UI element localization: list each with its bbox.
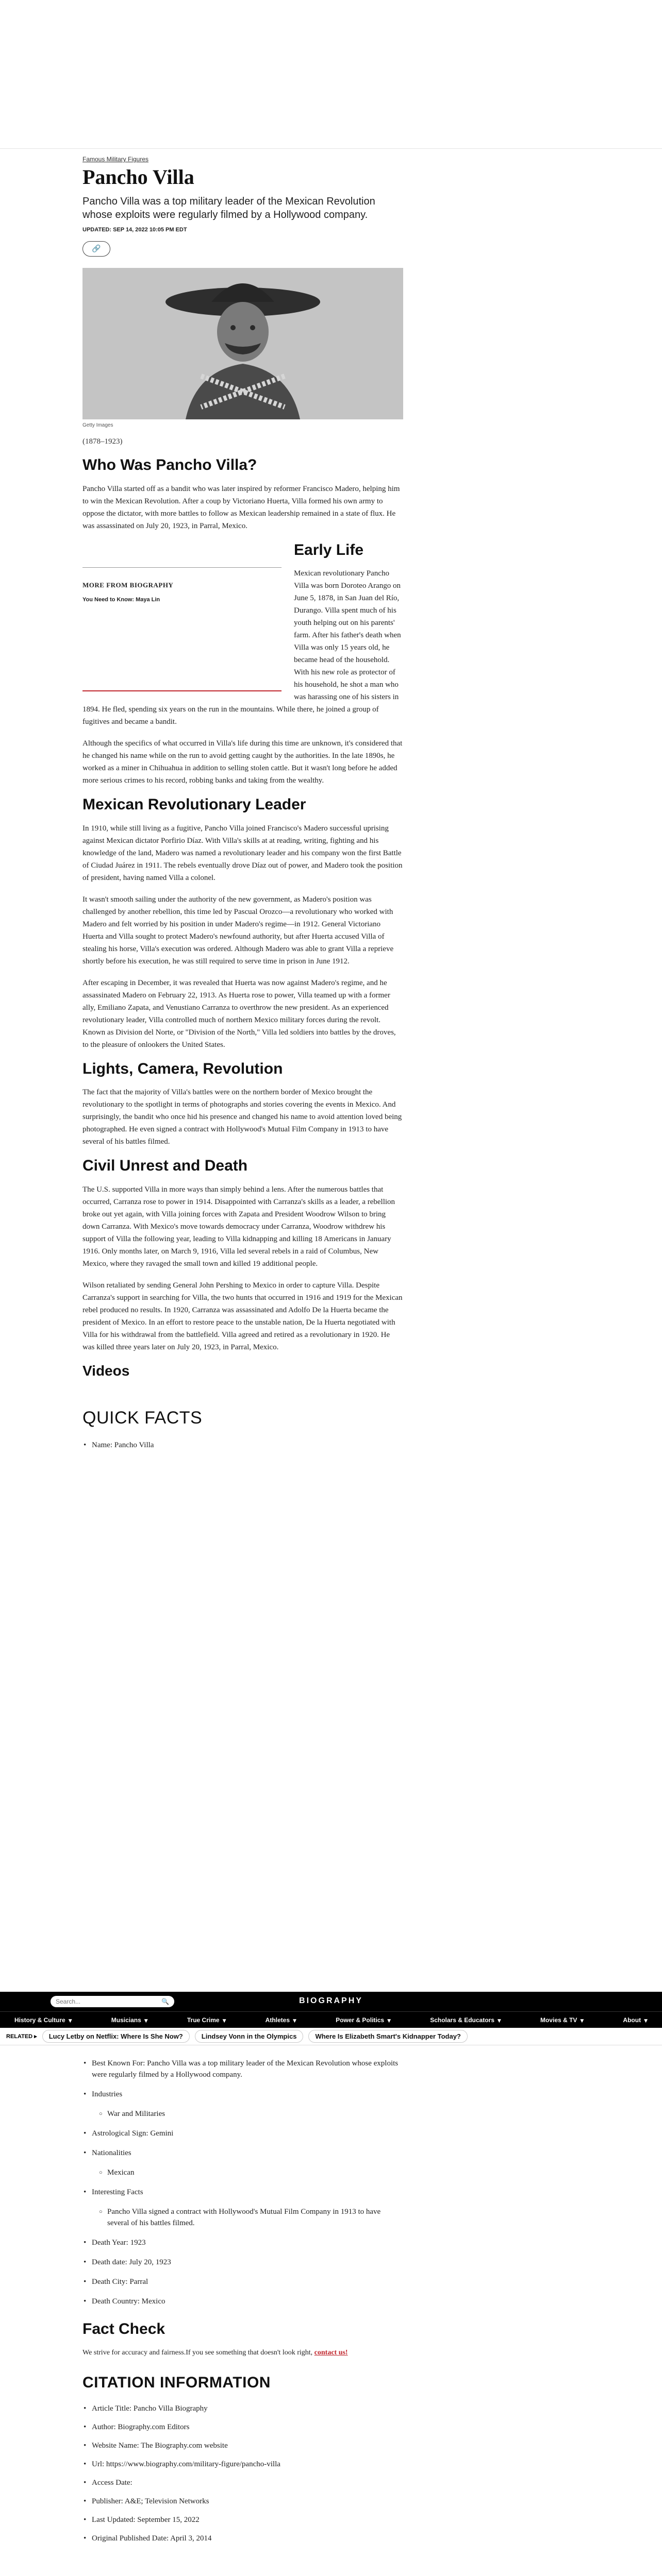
list-item: • Url: https://www.biography.com/military-figure/pancho-villa	[82, 2459, 403, 2470]
chevron-down-icon: ▼	[644, 2018, 648, 2024]
category-nav	[0, 2011, 662, 2028]
chevron-down-icon: ▼	[68, 2018, 72, 2024]
related-bar	[0, 2028, 662, 2045]
list-subitem: ○ War and Militaries	[82, 2108, 403, 2120]
list-item: • Nationalities	[82, 2147, 403, 2159]
list-item: • Author: Biography.com Editors	[82, 2421, 403, 2433]
nav-item[interactable]	[14, 2016, 72, 2024]
chevron-down-icon: ▼	[497, 2018, 501, 2024]
list-item: • Death Year: 1923	[82, 2237, 403, 2248]
list-item: • Name: Pancho Villa	[82, 1439, 403, 1451]
related-chip[interactable]: Lucy Letby on Netflix: Where Is She Now?	[42, 2030, 190, 2043]
list-subitem: ○ Mexican	[82, 2167, 403, 2178]
early-life-section	[82, 541, 403, 787]
nav-item[interactable]	[540, 2016, 584, 2024]
paragraph: The U.S. supported Villa in more ways than simply behind a lens. After the numerous battles that occurred, Carranza rose to power in 1914. Disappointed with Carranza's skills as a leader, a rebellion broke out yet again, with Villa joining forces with Zapata and President Woodrow Wilson to bring down Carranza. With Mexico's move towards democracy under Carranza, Woodrow withdrew his support of Villa the following year, leading to Villa kidnapping and killing 18 Americans in January 1916. Only months later, on March 9, 1916, Villa led several rebels in a raid of Columbus, New Mexico, where they ravaged the small town and killed 19 additional people.	[82, 1185, 395, 1268]
quick-facts-list	[82, 1439, 403, 1451]
hero-image	[82, 268, 403, 419]
copy-link-button[interactable]	[82, 241, 110, 257]
chevron-down-icon: ▼	[293, 2018, 296, 2024]
search-icon[interactable]: 🔍	[161, 1998, 169, 2005]
paragraph: Wilson retaliated by sending General John Pershing to Mexico in order to capture Villa. Despite Carranza's support in searching for Villa, the two hunts that occurred in 1916 and 1919 for the Mexican rebel produced no results. In 1920, Carranza was assassinated and Adolfo De la Huerta became the president of Mexico. In an effort to restore peace to the unstable nation, De la Huerta negotiated with Villa for his withdrawal from the battlefield. Villa agreed and retired as a revolutionary in 1920. He was killed three years later on July 20, 1923, in Parral, Mexico.	[82, 1281, 403, 1351]
nav-item-label: Musicians	[111, 2016, 141, 2024]
citation-list	[82, 2403, 403, 2544]
citation-heading: CITATION INFORMATION	[82, 2374, 271, 2391]
paragraph: After escaping in December, it was revealed that Huerta was now against Madero's regime, and he assassinated Madero on February 22, 1913. As Huerta rose to power, Villa teamed up with a former ally, Emiliano Zapata, and Venustiano Carranza to overthrow the new president. As an experienced revolutionary leader, Villa controlled much of northern Mexico military forces during the revolt. Known as Division del Norte, or "Division of the North," Villa led soldiers into battles by the droves, to the pleasure of onlookers the United States.	[82, 978, 396, 1049]
category-link[interactable]: Famous Military Figures	[82, 156, 149, 163]
related-chip[interactable]: Lindsey Vonn in the Olympics	[195, 2030, 304, 2043]
nav-item-label: Athletes	[265, 2016, 290, 2024]
page-title: Pancho Villa	[82, 165, 194, 189]
paragraph: Pancho Villa started off as a bandit who was later inspired by reformer Francisco Madero, helping him to win the Mexican Revolution. After a coup by Victoriano Huerta, Villa formed his own army to oppose the dictator, with more battles to follow as Mexican leadership remained in a state of flux. He was assassinated on July 20, 1923, in Parral, Mexico.	[82, 484, 400, 530]
section-heading-early-life: Early Life	[294, 541, 364, 558]
paragraph: Although the specifics of what occurred in Villa's life during this time are unknown, it's considered that he changed his name while on the run to avoid getting caught by the authorities. In the late 1890s, he worked as a miner in Chihuahua in addition to selling stolen cattle. But it wasn't long before he added more serious crimes to his record, robbing banks and taking from the wealthy.	[82, 739, 403, 785]
nav-item-label: Movies & TV	[540, 2016, 577, 2024]
divider	[82, 690, 282, 691]
list-item: • Access Date:	[82, 2477, 403, 2488]
list-item: • Death Country: Mexico	[82, 2296, 403, 2307]
list-item: • Best Known For: Pancho Villa was a top military leader of the Mexican Revolution whose exploits were regularly filmed by a Hollywood company.	[82, 2058, 403, 2080]
list-subitem: ○ Pancho Villa signed a contract with Hollywood's Mutual Film Company in 1913 to have several of his battles filmed.	[82, 2206, 403, 2229]
list-item: • Death date: July 20, 1923	[82, 2257, 403, 2268]
nav-item[interactable]	[430, 2016, 501, 2024]
fact-check-copy: We strive for accuracy and fairness.If you see something that doesn't look right,	[82, 2349, 313, 2357]
nav-item-label: About	[623, 2016, 641, 2024]
quick-facts-heading: QUICK FACTS	[82, 1408, 203, 1428]
brand-logo[interactable]: BIOGRAPHY	[299, 1996, 363, 2005]
nav-item-label: History & Culture	[14, 2016, 65, 2024]
list-item: • Astrological Sign: Gemini	[82, 2128, 403, 2139]
nav-item[interactable]	[336, 2016, 391, 2024]
nav-item[interactable]	[266, 2016, 296, 2024]
nav-item-label: Power & Politics	[336, 2016, 385, 2024]
list-item: • Website Name: The Biography.com website	[82, 2440, 403, 2451]
chevron-down-icon: ▼	[580, 2018, 584, 2024]
fact-check-heading: Fact Check	[82, 2320, 166, 2337]
chevron-down-icon: ▼	[222, 2018, 226, 2024]
portrait-illustration	[82, 268, 403, 419]
more-from-biography	[82, 567, 282, 691]
updated-timestamp: UPDATED: SEP 14, 2022 10:05 PM EDT	[82, 227, 187, 233]
list-item: • Industries	[82, 2089, 403, 2100]
nav-item-label: True Crime	[187, 2016, 220, 2024]
list-item: • Interesting Facts	[82, 2187, 403, 2198]
nav-top	[0, 1992, 662, 2011]
fact-check-text	[82, 2347, 403, 2359]
section-heading-leader: Mexican Revolutionary Leader	[82, 796, 306, 813]
nav-item[interactable]	[187, 2016, 226, 2024]
paragraph: In 1910, while still living as a fugitive, Pancho Villa joined Francisco's Madero successful uprising against Mexican dictator Porfirio Díaz. With Villa's skills at at reading, writing, fighting and his knowledge of the land, Madero was named a revolutionary leader and his company won the first Battle of Ciudad Juárez in 1911. The rebels eventually drove Díaz out of power, and Madero took the position of president, having named Villa a colonel.	[82, 824, 403, 882]
list-item: • Article Title: Pancho Villa Biography	[82, 2403, 403, 2414]
nav-item-label: Scholars & Educators	[430, 2016, 494, 2024]
list-item: • Death City: Parral	[82, 2276, 403, 2287]
contact-us-link[interactable]: contact us!	[314, 2349, 348, 2357]
article-lower	[82, 2058, 403, 2551]
search-placeholder: Search...	[56, 1998, 81, 2005]
section-heading-lights: Lights, Camera, Revolution	[82, 1060, 283, 1077]
paragraph: The fact that the majority of Villa's battles were on the northern border of Mexico brought the revolutionary to the spotlight in terms of photographs and stories covering the events in Mexico. And surprisingly, the bandit who once hid his presence and changed his name to avoid attention loved being photographed. He even signed a contract with Hollywood's Mutual Film Company in 1913 to have several of his battles filmed.	[82, 1088, 402, 1146]
sticky-navbar	[0, 1992, 662, 2045]
more-title: MORE FROM BIOGRAPHY	[82, 581, 174, 589]
section-heading-videos: Videos	[82, 1362, 130, 1379]
chevron-down-icon: ▼	[387, 2018, 391, 2024]
divider	[0, 148, 662, 149]
list-item: • Original Published Date: April 3, 2014	[82, 2533, 403, 2544]
related-chip[interactable]: Where Is Elizabeth Smart's Kidnapper Today?	[308, 2030, 467, 2043]
section-heading-civil: Civil Unrest and Death	[82, 1157, 248, 1174]
life-dates: (1878–1923)	[82, 437, 123, 446]
link-icon: 🔗	[92, 245, 101, 253]
image-credit: Getty Images	[82, 422, 113, 428]
chevron-down-icon: ▼	[144, 2018, 148, 2024]
related-label: RELATED ▸	[6, 2033, 37, 2040]
list-item: • Last Updated: September 15, 2022	[82, 2514, 403, 2526]
paragraph: Mexican revolutionary Pancho Villa was born Doroteo Arango on June 5, 1878, in San Juan del Río, Durango. Villa spent much of his youth helping out on his parents' farm. After his father's death when Villa was only 15 years old, he became head of the household. With his new role as protector of his household, he shot a man who was harassing one of his sisters in 1894. He fled, spending six years on the run in the mountains. While there, he joined a group of fugitives and became a bandit.	[82, 569, 401, 726]
more-link[interactable]: You Need to Know: Maya Lin	[82, 596, 160, 603]
article	[82, 155, 403, 1459]
quick-facts-list-continued	[82, 2058, 403, 2307]
nav-item[interactable]	[111, 2016, 148, 2024]
article-dek: Pancho Villa was a top military leader of the Mexican Revolution whose exploits were regularly filmed by a Hollywood company.	[82, 196, 375, 221]
paragraph: It wasn't smooth sailing under the authority of the new government, as Madero's position was challenged by another rebellion, this time led by Pascual Orozco—a revolutionary who worked with Madero and felt worried by his position in under Madero's regime—in 1912. General Victoriano Huerta and Villa sought to protect Madero's newfound authority, but after Huerta accused Villa of stealing his horse, Villa's execution was ordered. Although Madero was able to grant Villa a reprieve shortly before his execution, he was still required to serve time in prison in June 1912.	[82, 895, 394, 965]
section-heading-who: Who Was Pancho Villa?	[82, 456, 257, 473]
nav-item[interactable]	[623, 2016, 648, 2024]
list-item: • Publisher: A&E; Television Networks	[82, 2496, 403, 2507]
divider	[82, 567, 282, 568]
